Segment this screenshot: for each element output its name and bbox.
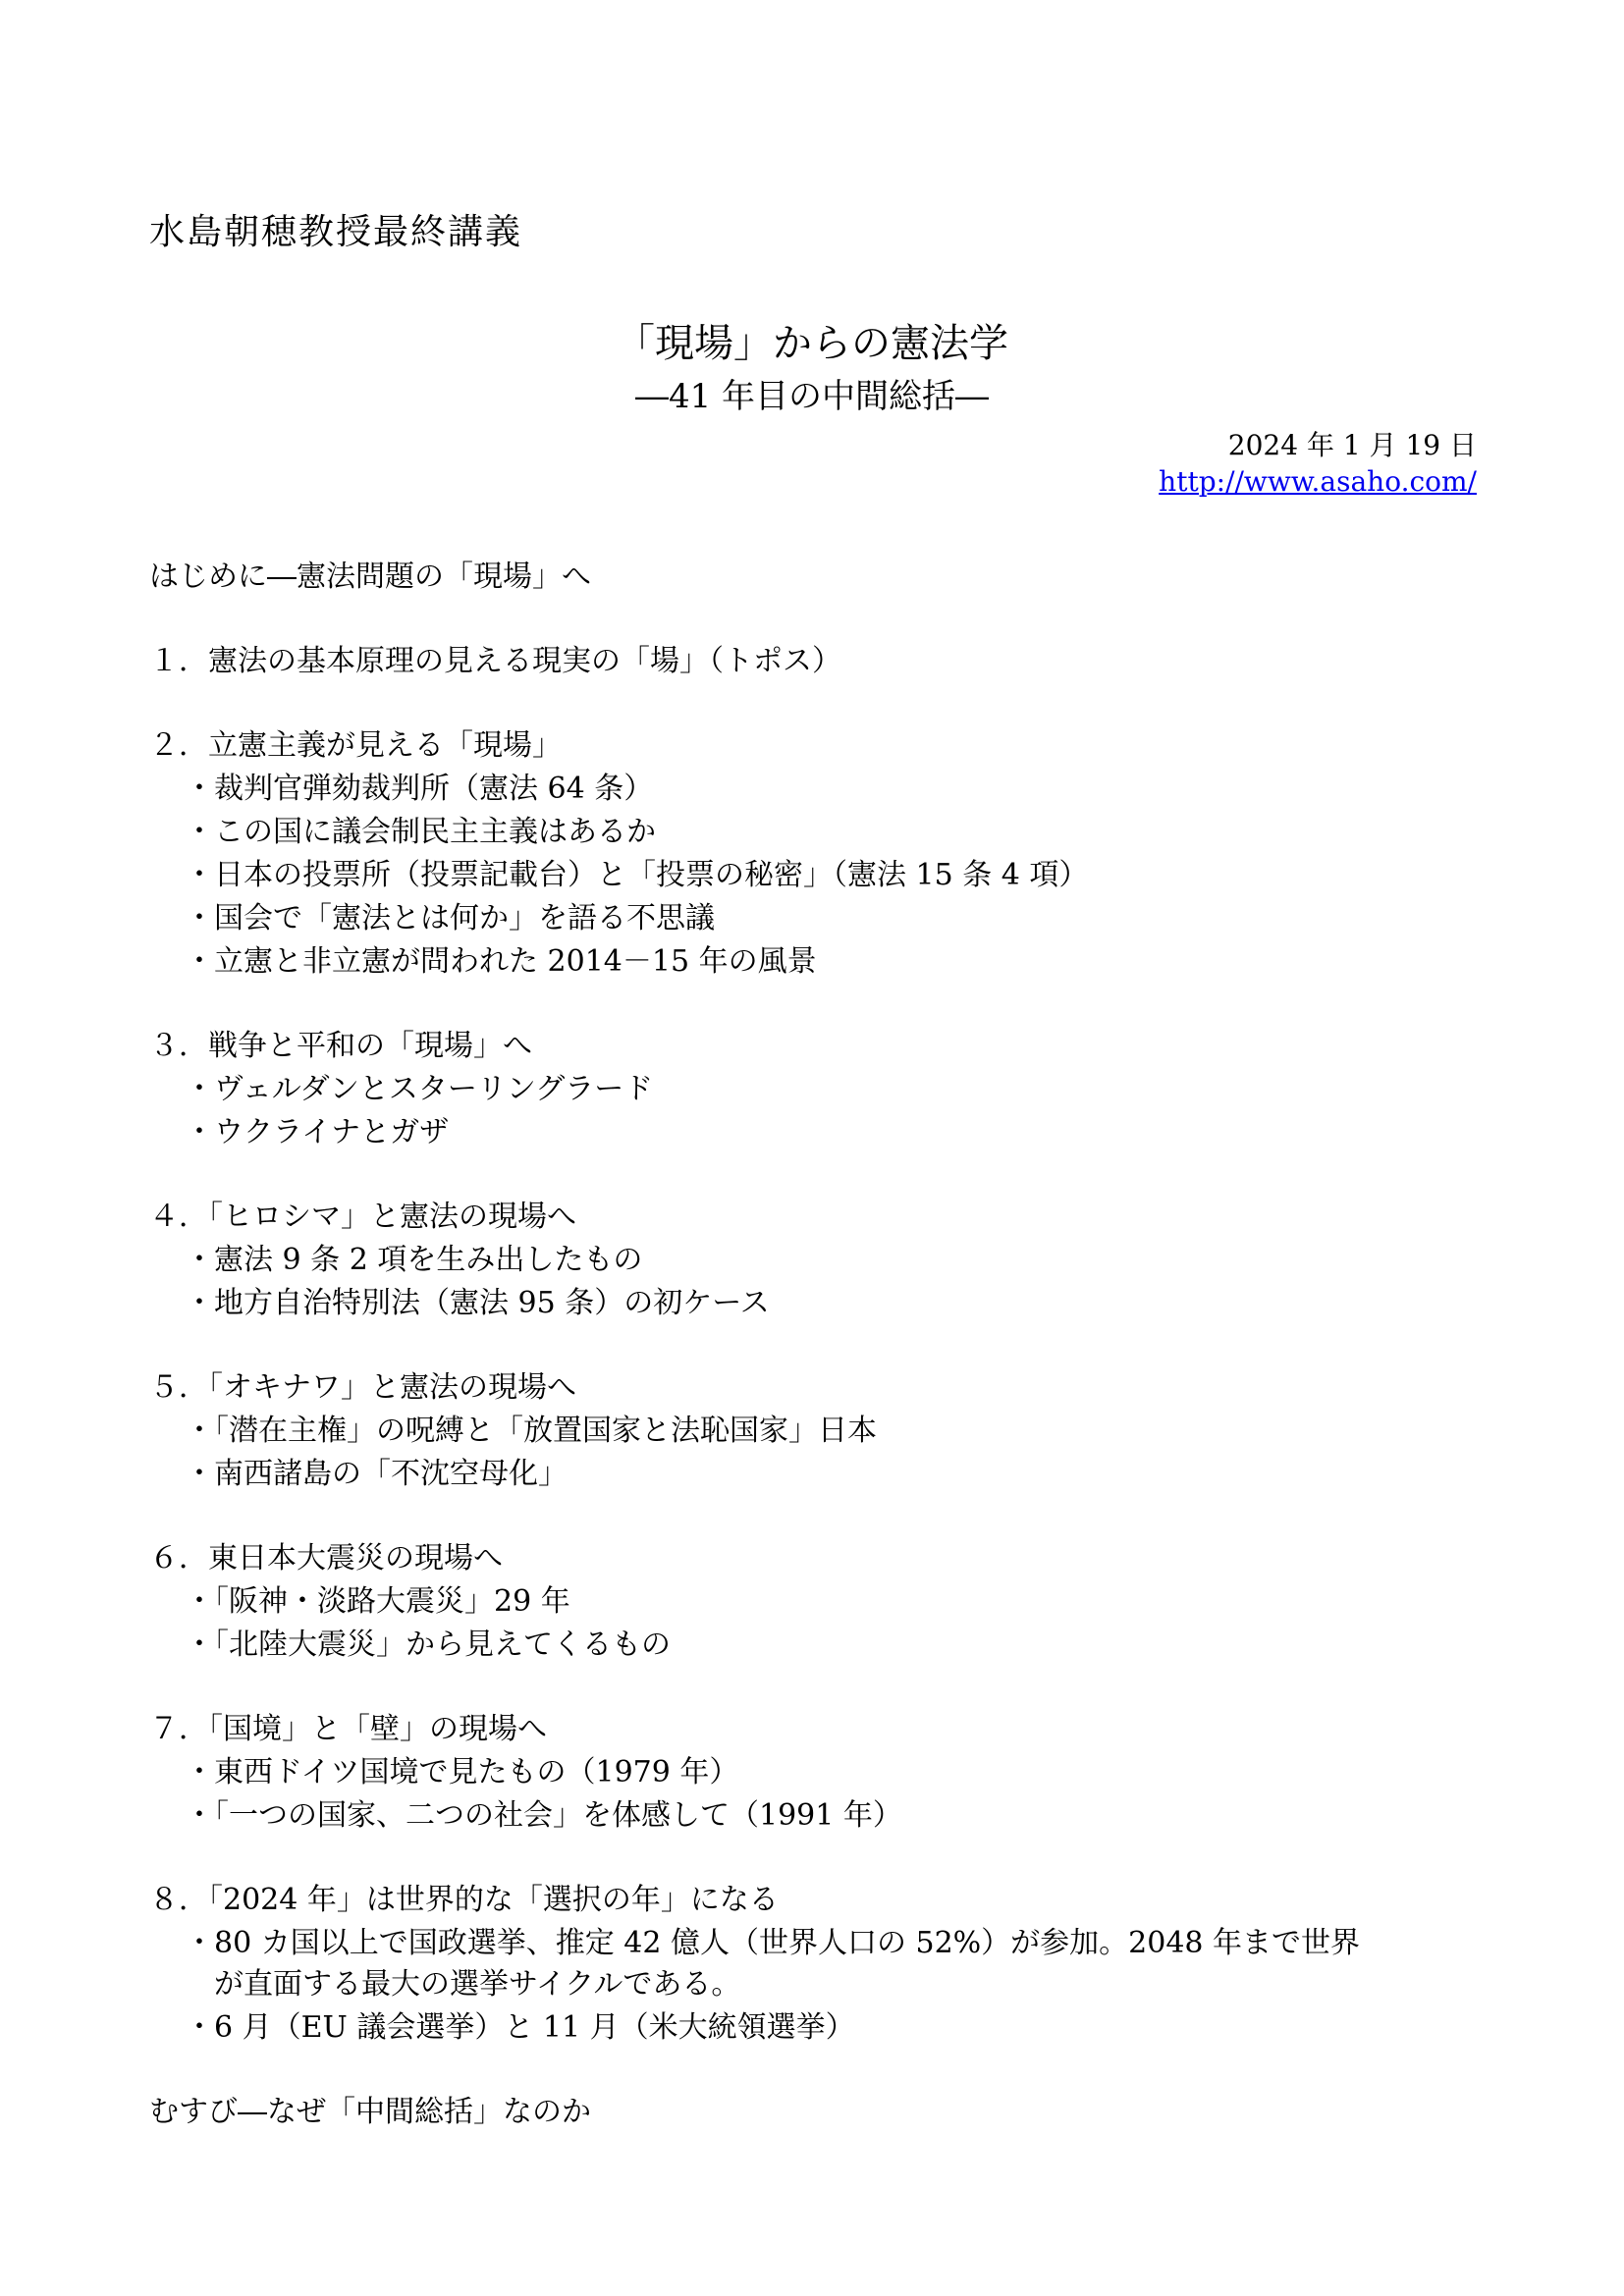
section-8-heading: ８．「2024 年」は世界的な「選択の年」になる <box>149 1883 779 1917</box>
lecture-header: 水島朝穂教授最終講義 <box>149 212 523 252</box>
section-2-bullet: ・この国に議会制民主主義はあるか <box>185 815 656 849</box>
section-5-heading: ５．「オキナワ」と憲法の現場へ <box>149 1370 576 1405</box>
intro-heading: はじめに―憲法問題の「現場」へ <box>149 560 591 594</box>
section-3-heading: ３．戦争と平和の「現場」へ <box>149 1029 532 1063</box>
section-4-heading: ４．「ヒロシマ」と憲法の現場へ <box>149 1200 576 1234</box>
section-8-bullet-continuation: が直面する最大の選挙サイクルである。 <box>214 1967 741 2002</box>
section-2-heading: ２．立憲主義が見える「現場」 <box>149 728 562 763</box>
section-4-bullet: ・憲法 9 条 2 項を生み出したもの <box>185 1243 643 1277</box>
section-3-bullet: ・ウクライナとガザ <box>185 1115 450 1149</box>
section-2-bullet: ・裁判官弾劾裁判所（憲法 64 条） <box>185 772 654 806</box>
section-2-bullet: ・立憲と非立憲が問われた 2014－15 年の風景 <box>185 944 817 979</box>
section-8-bullet: ・6 月（EU 議会選挙）と 11 月（米大統領選挙） <box>185 2010 855 2045</box>
section-1-heading: １．憲法の基本原理の見える現実の「場」（トポス） <box>149 644 841 678</box>
section-5-bullet: ・南西諸島の「不沈空母化」 <box>185 1457 568 1491</box>
section-3-bullet: ・ヴェルダンとスターリングラード <box>185 1072 654 1106</box>
section-4-bullet: ・地方自治特別法（憲法 95 条）の初ケース <box>185 1286 770 1320</box>
section-2-bullet: ・国会で「憲法とは何か」を語る不思議 <box>185 901 715 935</box>
section-7-bullet: ・東西ドイツ国境で見たもの（1979 年） <box>185 1755 739 1789</box>
section-8-bullet: ・80 カ国以上で国政選挙、推定 42 億人（世界人口の 52%）が参加。2048 年まで世界 <box>185 1926 1361 1960</box>
document-subtitle: ―41 年目の中間総括― <box>634 377 990 416</box>
section-5-bullet: ・「潜在主権」の呪縛と「放置国家と法恥国家」日本 <box>185 1414 877 1448</box>
section-6-bullet: ・「阪神・淡路大震災」29 年 <box>185 1584 570 1619</box>
section-6-heading: ６．東日本大震災の現場へ <box>149 1541 503 1575</box>
conclusion-heading: むすび―なぜ「中間総括」なのか <box>149 2095 591 2129</box>
section-2-bullet: ・日本の投票所（投票記載台）と「投票の秘密」（憲法 15 条 4 項） <box>185 858 1089 892</box>
section-6-bullet: ・「北陸大震災」から見えてくるもの <box>185 1628 671 1662</box>
document-title: 「現場」からの憲法学 <box>616 321 1008 366</box>
section-7-bullet: ・「一つの国家、二つの社会」を体感して（1991 年） <box>185 1798 902 1833</box>
section-7-heading: ７．「国境」と「壁」の現場へ <box>149 1712 547 1746</box>
website-link[interactable]: http://www.asaho.com/ <box>1159 465 1477 498</box>
document-date: 2024 年 1 月 19 日 <box>1227 429 1477 461</box>
